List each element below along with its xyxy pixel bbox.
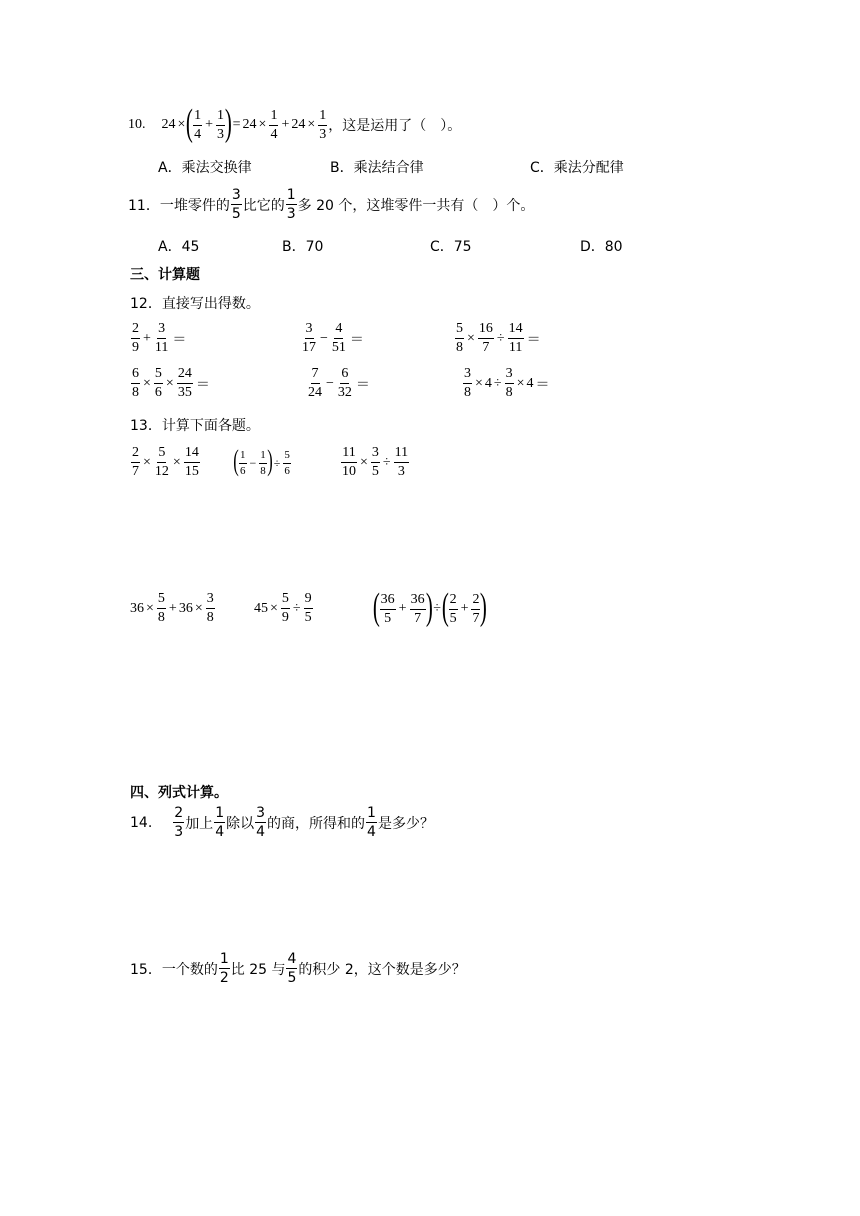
fraction: $\frac{3}{5}$ <box>371 445 379 479</box>
section-heading: 四、列式计算。 <box>130 785 228 801</box>
q13-expr-4 <box>130 592 216 625</box>
operator: × <box>360 454 368 470</box>
operator: ÷ <box>273 455 281 470</box>
q10-number: 10. <box>128 117 146 132</box>
operator: × <box>475 375 483 391</box>
operator: × <box>516 375 525 391</box>
right-paren: ) <box>267 444 273 477</box>
operator: ÷ <box>433 601 441 616</box>
operator: ÷ <box>493 375 502 391</box>
fraction: $\frac{1}{8}$ <box>260 448 266 477</box>
fraction: $\frac{2}{3}$ <box>174 805 184 840</box>
q13-title: 13．计算下面各题。 <box>130 418 260 434</box>
fraction: $\frac{6}{32}$ <box>337 366 352 400</box>
operator: + <box>168 600 177 616</box>
equals-sign: = <box>232 117 241 132</box>
q12-expr-1 <box>130 322 188 355</box>
q11-text: 多 20 个，这堆零件一共有（ ）个。 <box>297 197 535 214</box>
q11-text: 比它的 <box>242 197 285 214</box>
fraction: $\frac{1}{4}$ <box>270 107 278 142</box>
q12-expr-2 <box>300 322 366 355</box>
q14-text: 的商，所得和的 <box>267 815 366 832</box>
operator: − <box>320 330 328 346</box>
q13-expr-5 <box>254 592 314 625</box>
q10-option-b[interactable]: B．乘法结合律 <box>330 160 424 176</box>
number: 45 <box>254 600 268 616</box>
q12-expr-6 <box>462 367 552 400</box>
right-paren: ) <box>224 102 232 144</box>
number: 36 <box>130 600 144 616</box>
fraction: $\frac{14}{11}$ <box>508 321 523 355</box>
q10-coef: 24 <box>291 117 306 132</box>
fraction: $\frac{2}{9}$ <box>132 321 139 355</box>
q10-coef: 24 <box>242 117 257 132</box>
fraction: $\frac{1}{6}$ <box>240 448 246 477</box>
fraction: $\frac{6}{8}$ <box>132 366 139 400</box>
q11-option-d[interactable]: D．80 <box>580 239 623 255</box>
q11-option-b[interactable]: B．70 <box>282 239 324 255</box>
operator: × <box>143 375 151 391</box>
operator: ÷ <box>292 600 301 616</box>
q15-text: 的积少 2，这个数是多少？ <box>298 961 466 978</box>
number: 36 <box>178 600 193 616</box>
fraction: $\frac{7}{24}$ <box>308 366 322 400</box>
fraction: $\frac{5}{12}$ <box>154 445 169 479</box>
equals-sign: ＝ <box>526 332 541 348</box>
fraction: $\frac{3}{11}$ <box>154 321 169 355</box>
fraction: $\frac{3}{17}$ <box>302 321 316 355</box>
operator: × <box>270 600 278 616</box>
operator: + <box>143 330 151 346</box>
q11-number: 11． <box>128 197 160 214</box>
fraction: $\frac{2}{5}$ <box>449 591 457 626</box>
fraction: $\frac{4}{5}$ <box>287 951 297 986</box>
fraction: $\frac{36}{5}$ <box>380 591 395 626</box>
fraction: $\frac{3}{4}$ <box>256 805 266 840</box>
q12-expr-3 <box>454 322 543 355</box>
number: 4 <box>484 375 492 391</box>
fraction: $\frac{4}{51}$ <box>331 321 346 355</box>
q10-option-a[interactable]: A．乘法交换律 <box>158 160 252 176</box>
number: 4 <box>526 375 534 391</box>
q12-expr-4 <box>130 367 212 400</box>
operator: − <box>249 455 257 470</box>
q13-expr-2 <box>233 444 292 478</box>
fraction: $\frac{1}{3}$ <box>319 107 327 142</box>
q10-coef: 24 <box>161 117 176 132</box>
fraction: $\frac{11}{3}$ <box>394 445 409 479</box>
left-paren: ( <box>233 444 239 477</box>
equals-sign: ＝ <box>195 377 210 393</box>
q13-expr-1 <box>130 446 201 479</box>
fraction: $\frac{5}{6}$ <box>154 366 162 400</box>
q10-tail: ，这是运用了（ ）。 <box>328 118 462 134</box>
right-paren: ) <box>425 586 433 628</box>
fraction: $\frac{1}{4}$ <box>367 805 376 840</box>
fraction: $\frac{1}{4}$ <box>194 107 202 142</box>
fraction: $\frac{3}{8}$ <box>505 366 513 400</box>
operator: × <box>194 600 203 616</box>
fraction: $\frac{11}{10}$ <box>342 445 356 479</box>
q15-text: 比 25 与 <box>230 961 286 978</box>
q13-expr-3 <box>340 446 410 479</box>
left-paren: ( <box>186 102 194 144</box>
fraction: $\frac{14}{15}$ <box>184 445 199 479</box>
q14-text: 加上 <box>185 815 214 832</box>
q11-option-a[interactable]: A．45 <box>158 239 200 255</box>
fraction: $\frac{3}{8}$ <box>464 366 471 400</box>
equals-sign: ＝ <box>535 377 550 393</box>
q11-text: 一堆零件的 <box>159 197 230 214</box>
fraction: $\frac{2}{7}$ <box>472 591 480 626</box>
fraction: $\frac{16}{7}$ <box>478 321 493 355</box>
fraction: $\frac{1}{2}$ <box>219 951 229 986</box>
equals-sign: ＝ <box>172 332 187 348</box>
times-sign: × <box>177 117 186 132</box>
q12-title: 12．直接写出得数。 <box>130 296 260 312</box>
fraction: $\frac{1}{4}$ <box>215 805 225 840</box>
operator: − <box>326 375 334 391</box>
fraction: $\frac{36}{7}$ <box>410 591 425 626</box>
q13-expr-6 <box>372 586 488 628</box>
operator: ÷ <box>382 454 391 470</box>
fraction: $\frac{5}{9}$ <box>281 591 289 625</box>
plus-sign: + <box>281 117 290 132</box>
operator: × <box>146 600 154 616</box>
q11-option-c[interactable]: C．75 <box>430 239 472 255</box>
q14-text: 除以 <box>226 815 255 832</box>
left-paren: ( <box>372 586 380 628</box>
operator: × <box>165 375 174 391</box>
q14-number: 14. <box>130 814 153 831</box>
fraction: $\frac{1}{3}$ <box>286 187 296 222</box>
times-sign: × <box>258 117 267 132</box>
fraction: $\frac{5}{8}$ <box>157 591 165 625</box>
fraction: $\frac{3}{8}$ <box>206 591 214 625</box>
fraction: $\frac{3}{5}$ <box>231 187 241 222</box>
fraction: $\frac{9}{5}$ <box>304 591 312 625</box>
operator: × <box>143 454 151 470</box>
plus-sign: + <box>205 117 213 132</box>
q14-text: 是多少？ <box>377 815 434 832</box>
operator: + <box>398 601 407 616</box>
fraction: $\frac{5}{6}$ <box>284 448 290 477</box>
fraction: $\frac{24}{35}$ <box>177 366 192 400</box>
fraction: $\frac{1}{3}$ <box>216 107 224 142</box>
q12-expr-5 <box>306 367 372 400</box>
section-heading: 三、计算题 <box>130 267 200 283</box>
right-paren: ) <box>480 586 488 628</box>
q15-number: 15． <box>130 961 162 978</box>
equals-sign: ＝ <box>355 377 370 393</box>
q15-line <box>130 952 466 985</box>
operator: + <box>460 601 469 616</box>
equals-sign: ＝ <box>349 332 364 348</box>
q15-text: 一个数的 <box>161 961 218 978</box>
times-sign: × <box>307 117 316 132</box>
q14-line <box>130 806 434 839</box>
fraction: $\frac{2}{7}$ <box>132 445 139 479</box>
q11-line <box>128 188 534 221</box>
q10-line <box>128 102 462 144</box>
operator: ÷ <box>496 330 505 346</box>
q10-option-c[interactable]: C．乘法分配律 <box>530 160 624 176</box>
operator: × <box>172 454 181 470</box>
operator: × <box>467 330 475 346</box>
fraction: $\frac{5}{8}$ <box>456 321 463 355</box>
left-paren: ( <box>441 586 449 628</box>
